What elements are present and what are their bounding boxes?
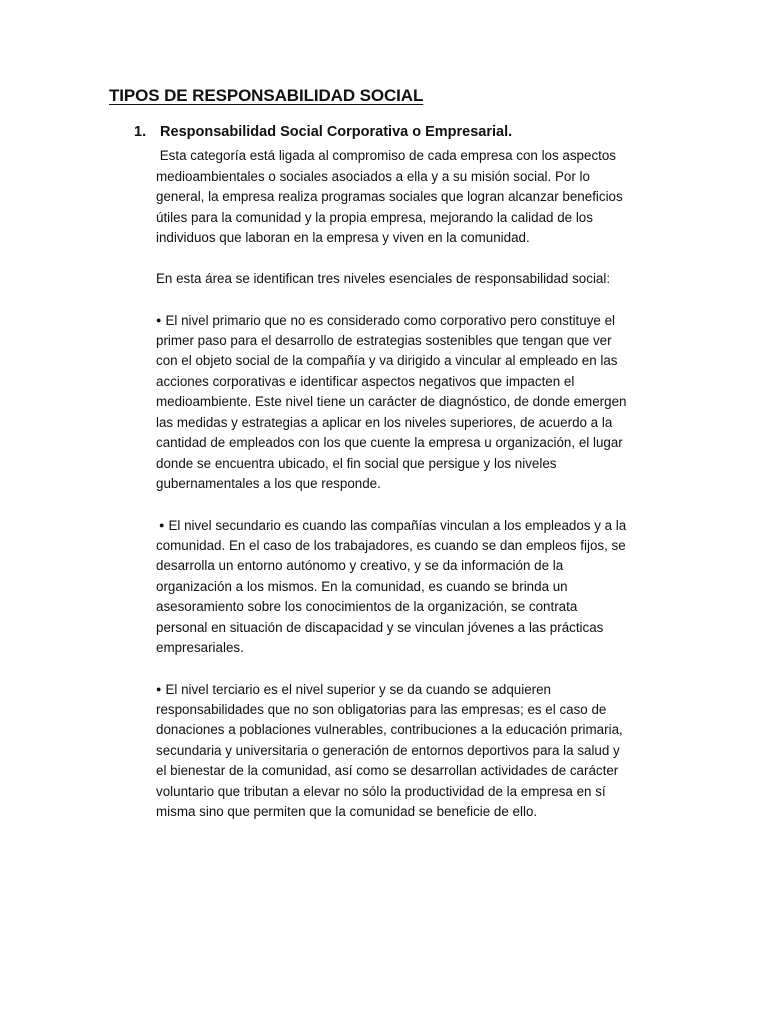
paragraph-line: general, la empresa realiza programas sociales que logran alcanzar beneficios [156,189,623,204]
section-heading-text: Responsabilidad Social Corporativa o Empresarial. [160,124,513,140]
paragraph-line: individuos que laboran en la empresa y viven en la comunidad. [156,230,530,245]
paragraph-gap [156,249,662,270]
bullet-tertiary-level [156,679,662,823]
paragraph-line: Esta categoría está ligada al compromiso de cada empresa con los aspectos [156,148,616,163]
section-heading [134,124,512,140]
bullet-text: El nivel primario que no es considerado como corporativo pero constituye el [165,313,616,328]
document-title: TIPOS DE RESPONSABILIDAD SOCIAL [109,86,424,105]
paragraph-line: cantidad de empleados con los que cuente la empresa u organización, el lugar [156,435,623,450]
paragraph-line: asesoramiento sobre los conocimientos de la organización, se contrata [156,599,578,614]
paragraph-gap [156,659,662,680]
paragraph-line: acciones corporativas e identificar aspectos negativos que impacten el [156,373,575,389]
paragraph-line: organización a los mismos. En la comunidad, es cuando se brinda un [156,578,568,594]
paragraph-line [156,679,662,700]
paragraph-line: el bienestar de la comunidad, así como se desarrollan actividades de carácter [156,763,619,778]
paragraph-line: medioambiente. Este nivel tiene un carácter de diagnóstico, de donde emergen [156,394,627,409]
levels-intro: En esta área se identifican tres niveles esenciales de responsabilidad social: [156,271,611,286]
paragraph-line: las medidas y estrategias a aplicar en los niveles superiores, de acuerdo a la [156,414,613,430]
paragraph-line: comunidad. En el caso de los trabajadores, es cuando se dan empleos fijos, se [156,537,626,553]
bullet-icon: ● [159,520,165,530]
paragraph-line [156,515,662,536]
paragraph-line [156,310,662,331]
paragraph-line: donaciones a poblaciones vulnerables, contribuciones a la educación primaria, [156,722,623,737]
bullet-icon: ● [156,684,162,694]
paragraph-line: voluntario que tributan a elevar no sólo la productividad de la empresa en sí [156,783,606,799]
bullet-text: El nivel secundario es cuando las compañías vinculan a los empleados y a la [168,518,627,533]
bullet-icon: ● [156,315,162,325]
bullet-text: El nivel terciario es el nivel superior y se da cuando se adquieren [165,682,552,697]
paragraph-line: donde se encuentra ubicado, el fin social que persigue y los niveles [156,455,557,471]
paragraph-line: desarrolla un entorno autónomo y creativo, y se da información de la [156,558,564,573]
paragraph-line: útiles para la comunidad y la propia empresa, mejorando la calidad de los [156,209,593,225]
paragraph-line: con el objeto social de la compañía y va dirigido a vincular al empleado en las [156,353,618,368]
intro-paragraph [156,146,662,249]
section-number: 1. [134,124,147,140]
bullet-primary-level [156,310,662,495]
section-body [156,146,662,823]
paragraph-line: medioambientales o sociales asociados a ella y a su misión social. Por lo [156,168,590,184]
paragraph-line: gubernamentales a los que responde. [156,476,381,491]
paragraph-line: primer paso para el desarrollo de estrategias sostenibles que tengan que ver [156,332,612,348]
paragraph-line: misma sino que permiten que la comunidad se beneficie de ello. [156,804,538,819]
paragraph-gap [156,290,662,311]
paragraph-line: responsabilidades que no son obligatorias para las empresas; es el caso de [156,701,607,717]
bullet-secondary-level [156,515,662,659]
paragraph-gap [156,495,662,516]
paragraph-line: personal en situación de discapacidad y se vinculan jóvenes a las prácticas [156,619,604,635]
paragraph-line: secundaria y universitaria o generación de entornos deportivos para la salud y [156,742,620,758]
paragraph-line: empresariales. [156,640,244,655]
